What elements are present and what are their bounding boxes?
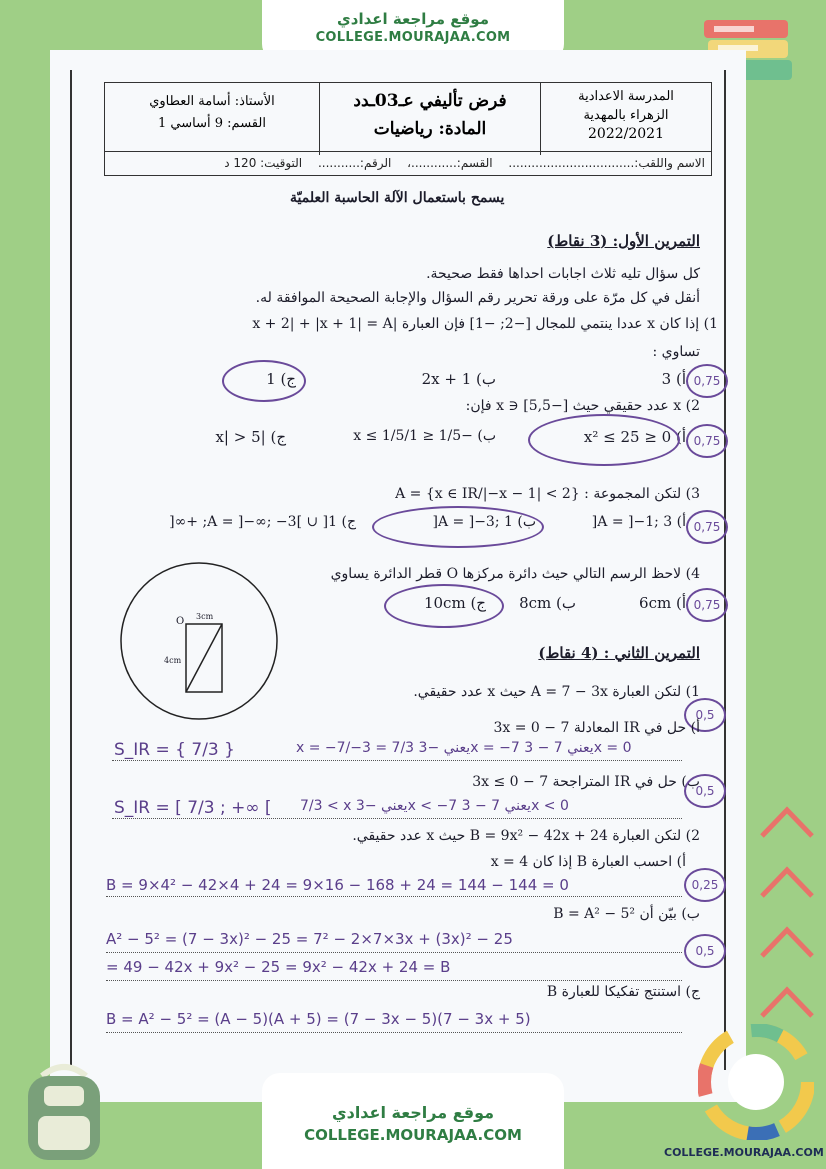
answer-line-1a: [112, 760, 682, 761]
answer-line-2b-1: [106, 952, 682, 953]
ex1-q3-option-c: ج) A = ]−∞; −3[ ∪ ]1; +∞[: [169, 514, 356, 530]
answer-line-2b-2: [106, 980, 682, 981]
college-logo-icon: [698, 1024, 814, 1140]
school-name: المدرسة الاعدادية: [578, 89, 674, 104]
ex1-intro1: كل سؤال تليه ثلاث اجابات احداها فقط صحيحة.: [426, 266, 700, 282]
logo-caption: COLLEGE.MOURAJAA.COM: [664, 1146, 824, 1159]
ex1-intro2: أنقل في كل مرّة على ورقة تحرير رقم السؤال والإجابة الصحيحة الموافقة له.: [255, 290, 700, 306]
handwriting-1a-right: x = −7/−3 = 7/3 يعني −3x = −7 يعني 7 − 3x = 0: [296, 740, 632, 756]
answer-line-1b: [112, 818, 682, 819]
ex1-q3-option-b: ب) A = ]−3; 1[: [432, 514, 536, 530]
circle-shape: [121, 563, 277, 719]
school-location: الزهراء بالمهدية: [583, 108, 669, 123]
diagonal-line: [186, 624, 222, 692]
answer-line-2c: [106, 1032, 682, 1033]
teacher-name: الأستاذ: أسامة العطاوي: [149, 94, 275, 109]
footer-site-name: موقع مراجعة اعدادي: [331, 1103, 495, 1122]
footer-site-url[interactable]: COLLEGE.MOURAJAA.COM: [304, 1126, 522, 1144]
answer-line-2a: [106, 896, 682, 897]
ex2-q1a: أ) حل في IR المعادلة 7 − 3x = 0: [493, 720, 700, 736]
ex2-q2a: أ) احسب العبارة B إذا كان x = 4: [490, 854, 686, 870]
figure-label-3cm: 3cm: [196, 612, 214, 621]
number-field[interactable]: الرقم:...........: [317, 156, 392, 170]
site-name: موقع مراجعة اعدادي: [337, 10, 489, 28]
ex1-q4-option-a: أ) 6cm: [639, 594, 686, 612]
calculator-instruction: يسمح باستعمال الآلة الحاسبة العلميّة: [290, 190, 505, 206]
handwriting-1a-left: S_IR = { 7/3 }: [114, 740, 235, 760]
ex1-q4: 4) لاحظ الرسم التالي حيث دائرة مركزها O قطر الدائرة يساوي: [330, 566, 700, 582]
site-footer-banner[interactable]: [262, 1073, 564, 1169]
ex2-q1b: ب) حل في IR المتراجحة 7 − 3x ≤ 0: [472, 774, 700, 790]
ex1-q1-option-b: ب) 2x + 1: [421, 370, 496, 388]
ex1-q1: 1) إذا كان x عددا ينتمي للمجال [−2; −1] فإن العبارة |x + 2| + |x + 1| = A: [252, 316, 718, 332]
score-ex2-1: 0,5: [684, 698, 726, 732]
ex1-q4-option-c: ج) 10cm: [423, 594, 486, 612]
ex1-q1-cont: تساوي :: [652, 344, 700, 360]
handwriting-1b-right: 7/3 < x يعني −3x < −7 يعني 7 − 3x < 0: [300, 798, 569, 814]
class-field[interactable]: القسم:............،: [407, 156, 493, 170]
school-year: 2022/2021: [588, 126, 664, 142]
ex2-title: التمرين الثاني : (4 نقاط): [538, 644, 700, 662]
exam-title: فرض تأليفي عـ03ـدد: [353, 91, 507, 111]
figure-label-4cm: 4cm: [164, 656, 182, 665]
score-ex2-2: 0,5: [684, 774, 726, 808]
handwriting-2b-line2: = 49 − 42x + 9x² − 25 = 9x² − 42x + 24 = B: [106, 958, 451, 976]
handwriting-2c: B = A² − 5² = (A − 5)(A + 5) = (7 − 3x − 5)(7 − 3x + 5): [106, 1010, 531, 1028]
score-q2: 0,75: [686, 424, 728, 458]
score-q1: 0,75: [686, 364, 728, 398]
ex1-q4-option-b: ب) 8cm: [519, 594, 576, 612]
score-ex2-4: 0,5: [684, 934, 726, 968]
backpack-icon: [14, 1060, 114, 1164]
handwriting-2a: B = 9×4² − 42×4 + 24 = 9×16 − 168 + 24 = 144 − 144 = 0: [106, 876, 569, 894]
exam-title-cell: [319, 83, 540, 155]
exam-subject: المادة: رياضيات: [373, 119, 487, 139]
ex1-q1-option-c: ج) 1: [266, 370, 296, 388]
score-q3: 0,75: [686, 510, 728, 544]
time-field: التوقيت: 120 د: [224, 156, 303, 170]
site-url[interactable]: COLLEGE.MOURAJAA.COM: [315, 30, 511, 45]
answer-circle-q3: [372, 506, 544, 548]
ex1-q3-option-a: أ) A = ]−1; 3[: [591, 514, 686, 530]
school-cell: [540, 83, 711, 155]
handwriting-2b-line1: A² − 5² = (7 − 3x)² − 25 = 7² − 2×7×3x + (3x)² − 25: [106, 930, 513, 948]
answer-circle-q4: [384, 584, 504, 628]
score-q4: 0,75: [686, 588, 728, 622]
class-level: القسم: 9 أساسي 1: [158, 116, 266, 131]
answer-circle-q1: [222, 360, 306, 402]
ex1-q2-option-a: أ) 0 ≤ x² ≤ 25: [583, 428, 686, 446]
ex1-q2-option-b: ب) −1/5 ≤ 1/x ≤ 1/5: [353, 428, 496, 444]
teacher-cell: [105, 83, 319, 159]
student-info-row: [105, 151, 711, 176]
answer-circle-q2: [528, 414, 680, 466]
ex1-title: التمرين الأول: (3 نقاط): [547, 232, 700, 250]
handwriting-1b-left: S_IR = [ 7/3 ; +∞ [: [114, 798, 272, 818]
ex2-q1: 1) لتكن العبارة A = 7 − 3x حيث x عدد حقيقي.: [413, 684, 700, 700]
ex2-q2b: ب) بيّن أن B = A² − 5²: [553, 906, 700, 922]
score-ex2-3: 0,25: [684, 868, 726, 902]
ex2-q2c: ج) استنتج تفكيكا للعبارة B: [546, 984, 700, 1000]
ex1-q2-option-c: ج) |x| > 5: [215, 428, 286, 446]
name-field[interactable]: الاسم واللقب:.................................: [508, 156, 705, 170]
circle-figure: [114, 556, 284, 726]
ex1-q2: 2) x عدد حقيقي حيث [−5,5] ∈ x فإن:: [465, 398, 700, 414]
exam-header-table: [104, 82, 712, 176]
ex1-q3: 3) لتكن المجموعة : A = {x ∈ IR/|−x − 1| < 2}: [395, 486, 700, 502]
ex1-q1-option-a: أ) 3: [661, 370, 686, 388]
chevron-decoration-icon: [756, 796, 818, 1036]
figure-label-o: O: [176, 616, 185, 627]
ex2-q2: 2) لتكن العبارة B = 9x² − 42x + 24 حيث x عدد حقيقي.: [352, 828, 700, 844]
